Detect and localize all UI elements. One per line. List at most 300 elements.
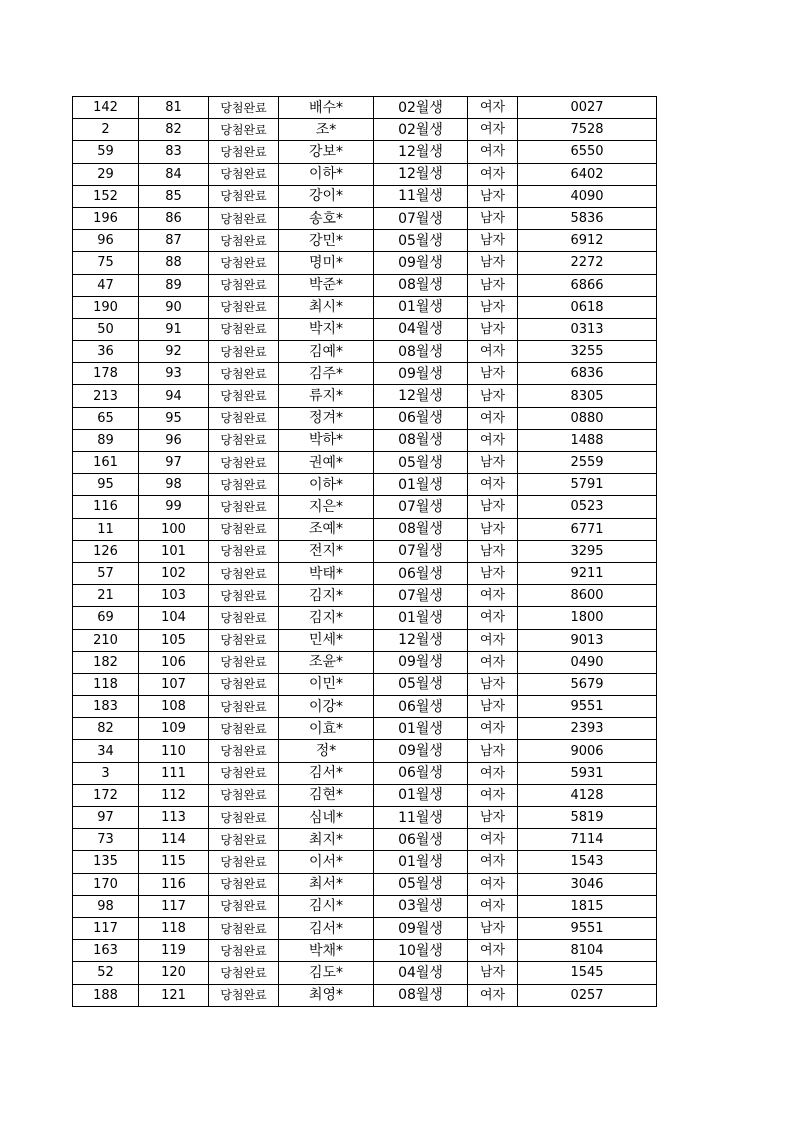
entry-id-cell: 116 bbox=[73, 496, 139, 518]
gender-cell: 남자 bbox=[468, 917, 518, 939]
birth-month-cell: 08월생 bbox=[374, 274, 468, 296]
table-row bbox=[73, 629, 657, 651]
code-cell: 1488 bbox=[518, 429, 657, 451]
table-row bbox=[73, 762, 657, 784]
draw-number-cell: 108 bbox=[139, 696, 209, 718]
code-cell: 0313 bbox=[518, 318, 657, 340]
entry-id-cell: 182 bbox=[73, 651, 139, 673]
gender-cell: 여자 bbox=[468, 607, 518, 629]
status-cell: 당첨완료 bbox=[209, 252, 279, 274]
status-cell: 당첨완료 bbox=[209, 962, 279, 984]
winner-table-body bbox=[73, 97, 657, 1007]
entry-id-cell: 11 bbox=[73, 518, 139, 540]
gender-cell: 남자 bbox=[468, 540, 518, 562]
entry-id-cell: 2 bbox=[73, 119, 139, 141]
draw-number-cell: 106 bbox=[139, 651, 209, 673]
gender-cell: 여자 bbox=[468, 873, 518, 895]
birth-month-cell: 04월생 bbox=[374, 318, 468, 340]
draw-number-cell: 90 bbox=[139, 296, 209, 318]
entry-id-cell: 3 bbox=[73, 762, 139, 784]
code-cell: 9211 bbox=[518, 562, 657, 584]
entry-id-cell: 34 bbox=[73, 740, 139, 762]
name-cell: 최시* bbox=[279, 296, 374, 318]
code-cell: 9013 bbox=[518, 629, 657, 651]
table-row bbox=[73, 917, 657, 939]
name-cell: 김예* bbox=[279, 341, 374, 363]
gender-cell: 남자 bbox=[468, 296, 518, 318]
table-row bbox=[73, 696, 657, 718]
status-cell: 당첨완료 bbox=[209, 474, 279, 496]
draw-number-cell: 120 bbox=[139, 962, 209, 984]
draw-number-cell: 105 bbox=[139, 629, 209, 651]
draw-number-cell: 98 bbox=[139, 474, 209, 496]
draw-number-cell: 110 bbox=[139, 740, 209, 762]
entry-id-cell: 163 bbox=[73, 940, 139, 962]
status-cell: 당첨완료 bbox=[209, 318, 279, 340]
draw-number-cell: 86 bbox=[139, 207, 209, 229]
draw-number-cell: 99 bbox=[139, 496, 209, 518]
table-row bbox=[73, 119, 657, 141]
code-cell: 0880 bbox=[518, 407, 657, 429]
code-cell: 5679 bbox=[518, 673, 657, 695]
draw-number-cell: 111 bbox=[139, 762, 209, 784]
status-cell: 당첨완료 bbox=[209, 341, 279, 363]
name-cell: 전지* bbox=[279, 540, 374, 562]
table-row bbox=[73, 97, 657, 119]
birth-month-cell: 04월생 bbox=[374, 962, 468, 984]
status-cell: 당첨완료 bbox=[209, 230, 279, 252]
draw-number-cell: 115 bbox=[139, 851, 209, 873]
birth-month-cell: 10월생 bbox=[374, 940, 468, 962]
name-cell: 배수* bbox=[279, 97, 374, 119]
name-cell: 최영* bbox=[279, 984, 374, 1006]
entry-id-cell: 21 bbox=[73, 585, 139, 607]
code-cell: 5819 bbox=[518, 807, 657, 829]
status-cell: 당첨완료 bbox=[209, 696, 279, 718]
table-row bbox=[73, 807, 657, 829]
draw-number-cell: 83 bbox=[139, 141, 209, 163]
table-row bbox=[73, 607, 657, 629]
draw-number-cell: 119 bbox=[139, 940, 209, 962]
code-cell: 9551 bbox=[518, 696, 657, 718]
entry-id-cell: 82 bbox=[73, 718, 139, 740]
gender-cell: 여자 bbox=[468, 163, 518, 185]
gender-cell: 여자 bbox=[468, 829, 518, 851]
status-cell: 당첨완료 bbox=[209, 718, 279, 740]
table-row bbox=[73, 363, 657, 385]
draw-number-cell: 89 bbox=[139, 274, 209, 296]
entry-id-cell: 73 bbox=[73, 829, 139, 851]
table-row bbox=[73, 940, 657, 962]
gender-cell: 여자 bbox=[468, 629, 518, 651]
birth-month-cell: 07월생 bbox=[374, 207, 468, 229]
status-cell: 당첨완료 bbox=[209, 274, 279, 296]
table-row bbox=[73, 585, 657, 607]
name-cell: 이강* bbox=[279, 696, 374, 718]
code-cell: 6402 bbox=[518, 163, 657, 185]
gender-cell: 남자 bbox=[468, 252, 518, 274]
gender-cell: 여자 bbox=[468, 762, 518, 784]
table-row bbox=[73, 851, 657, 873]
name-cell: 이민* bbox=[279, 673, 374, 695]
code-cell: 6912 bbox=[518, 230, 657, 252]
code-cell: 1543 bbox=[518, 851, 657, 873]
table-row bbox=[73, 895, 657, 917]
name-cell: 송호* bbox=[279, 207, 374, 229]
birth-month-cell: 05월생 bbox=[374, 673, 468, 695]
entry-id-cell: 95 bbox=[73, 474, 139, 496]
code-cell: 0490 bbox=[518, 651, 657, 673]
gender-cell: 남자 bbox=[468, 318, 518, 340]
draw-number-cell: 96 bbox=[139, 429, 209, 451]
status-cell: 당첨완료 bbox=[209, 97, 279, 119]
table-row bbox=[73, 829, 657, 851]
name-cell: 권예* bbox=[279, 452, 374, 474]
birth-month-cell: 01월생 bbox=[374, 607, 468, 629]
table-row bbox=[73, 341, 657, 363]
table-row bbox=[73, 207, 657, 229]
code-cell: 2272 bbox=[518, 252, 657, 274]
name-cell: 박준* bbox=[279, 274, 374, 296]
entry-id-cell: 161 bbox=[73, 452, 139, 474]
status-cell: 당첨완료 bbox=[209, 784, 279, 806]
gender-cell: 여자 bbox=[468, 119, 518, 141]
name-cell: 김지* bbox=[279, 607, 374, 629]
name-cell: 이하* bbox=[279, 474, 374, 496]
birth-month-cell: 11월생 bbox=[374, 807, 468, 829]
status-cell: 당첨완료 bbox=[209, 385, 279, 407]
gender-cell: 남자 bbox=[468, 807, 518, 829]
entry-id-cell: 65 bbox=[73, 407, 139, 429]
gender-cell: 남자 bbox=[468, 452, 518, 474]
table-row bbox=[73, 385, 657, 407]
name-cell: 김주* bbox=[279, 363, 374, 385]
entry-id-cell: 126 bbox=[73, 540, 139, 562]
birth-month-cell: 11월생 bbox=[374, 185, 468, 207]
table-row bbox=[73, 962, 657, 984]
entry-id-cell: 178 bbox=[73, 363, 139, 385]
table-row bbox=[73, 318, 657, 340]
draw-number-cell: 94 bbox=[139, 385, 209, 407]
code-cell: 0027 bbox=[518, 97, 657, 119]
name-cell: 명미* bbox=[279, 252, 374, 274]
entry-id-cell: 152 bbox=[73, 185, 139, 207]
code-cell: 8305 bbox=[518, 385, 657, 407]
table-row bbox=[73, 163, 657, 185]
birth-month-cell: 09월생 bbox=[374, 740, 468, 762]
draw-number-cell: 113 bbox=[139, 807, 209, 829]
status-cell: 당첨완료 bbox=[209, 829, 279, 851]
birth-month-cell: 06월생 bbox=[374, 407, 468, 429]
code-cell: 8600 bbox=[518, 585, 657, 607]
gender-cell: 여자 bbox=[468, 474, 518, 496]
entry-id-cell: 97 bbox=[73, 807, 139, 829]
draw-number-cell: 107 bbox=[139, 673, 209, 695]
gender-cell: 남자 bbox=[468, 496, 518, 518]
table-row bbox=[73, 518, 657, 540]
table-row bbox=[73, 984, 657, 1006]
draw-number-cell: 81 bbox=[139, 97, 209, 119]
entry-id-cell: 196 bbox=[73, 207, 139, 229]
code-cell: 2393 bbox=[518, 718, 657, 740]
name-cell: 심네* bbox=[279, 807, 374, 829]
name-cell: 류지* bbox=[279, 385, 374, 407]
birth-month-cell: 06월생 bbox=[374, 762, 468, 784]
status-cell: 당첨완료 bbox=[209, 851, 279, 873]
code-cell: 5791 bbox=[518, 474, 657, 496]
status-cell: 당첨완료 bbox=[209, 917, 279, 939]
name-cell: 박채* bbox=[279, 940, 374, 962]
code-cell: 1815 bbox=[518, 895, 657, 917]
entry-id-cell: 98 bbox=[73, 895, 139, 917]
code-cell: 3046 bbox=[518, 873, 657, 895]
winner-table bbox=[72, 96, 657, 1007]
entry-id-cell: 75 bbox=[73, 252, 139, 274]
status-cell: 당첨완료 bbox=[209, 673, 279, 695]
status-cell: 당첨완료 bbox=[209, 740, 279, 762]
entry-id-cell: 172 bbox=[73, 784, 139, 806]
gender-cell: 남자 bbox=[468, 185, 518, 207]
draw-number-cell: 117 bbox=[139, 895, 209, 917]
status-cell: 당첨완료 bbox=[209, 185, 279, 207]
name-cell: 정* bbox=[279, 740, 374, 762]
table-row bbox=[73, 784, 657, 806]
birth-month-cell: 07월생 bbox=[374, 496, 468, 518]
code-cell: 2559 bbox=[518, 452, 657, 474]
entry-id-cell: 210 bbox=[73, 629, 139, 651]
draw-number-cell: 92 bbox=[139, 341, 209, 363]
birth-month-cell: 02월생 bbox=[374, 97, 468, 119]
status-cell: 당첨완료 bbox=[209, 540, 279, 562]
name-cell: 민세* bbox=[279, 629, 374, 651]
name-cell: 박태* bbox=[279, 562, 374, 584]
table-row bbox=[73, 252, 657, 274]
code-cell: 6836 bbox=[518, 363, 657, 385]
draw-number-cell: 82 bbox=[139, 119, 209, 141]
name-cell: 김현* bbox=[279, 784, 374, 806]
entry-id-cell: 190 bbox=[73, 296, 139, 318]
table-row bbox=[73, 540, 657, 562]
draw-number-cell: 101 bbox=[139, 540, 209, 562]
code-cell: 0257 bbox=[518, 984, 657, 1006]
status-cell: 당첨완료 bbox=[209, 807, 279, 829]
code-cell: 1800 bbox=[518, 607, 657, 629]
gender-cell: 남자 bbox=[468, 562, 518, 584]
draw-number-cell: 88 bbox=[139, 252, 209, 274]
code-cell: 9551 bbox=[518, 917, 657, 939]
table-row bbox=[73, 562, 657, 584]
table-row bbox=[73, 141, 657, 163]
entry-id-cell: 36 bbox=[73, 341, 139, 363]
table-row bbox=[73, 651, 657, 673]
code-cell: 3295 bbox=[518, 540, 657, 562]
gender-cell: 남자 bbox=[468, 207, 518, 229]
birth-month-cell: 08월생 bbox=[374, 518, 468, 540]
entry-id-cell: 170 bbox=[73, 873, 139, 895]
status-cell: 당첨완료 bbox=[209, 873, 279, 895]
gender-cell: 남자 bbox=[468, 696, 518, 718]
birth-month-cell: 08월생 bbox=[374, 429, 468, 451]
draw-number-cell: 118 bbox=[139, 917, 209, 939]
entry-id-cell: 59 bbox=[73, 141, 139, 163]
status-cell: 당첨완료 bbox=[209, 895, 279, 917]
table-row bbox=[73, 407, 657, 429]
status-cell: 당첨완료 bbox=[209, 496, 279, 518]
status-cell: 당첨완료 bbox=[209, 629, 279, 651]
gender-cell: 여자 bbox=[468, 141, 518, 163]
entry-id-cell: 57 bbox=[73, 562, 139, 584]
name-cell: 이효* bbox=[279, 718, 374, 740]
entry-id-cell: 52 bbox=[73, 962, 139, 984]
birth-month-cell: 06월생 bbox=[374, 562, 468, 584]
draw-number-cell: 100 bbox=[139, 518, 209, 540]
birth-month-cell: 12월생 bbox=[374, 141, 468, 163]
name-cell: 김지* bbox=[279, 585, 374, 607]
code-cell: 6550 bbox=[518, 141, 657, 163]
name-cell: 김시* bbox=[279, 895, 374, 917]
code-cell: 9006 bbox=[518, 740, 657, 762]
status-cell: 당첨완료 bbox=[209, 518, 279, 540]
status-cell: 당첨완료 bbox=[209, 585, 279, 607]
table-row bbox=[73, 452, 657, 474]
birth-month-cell: 01월생 bbox=[374, 718, 468, 740]
table-row bbox=[73, 296, 657, 318]
draw-number-cell: 85 bbox=[139, 185, 209, 207]
code-cell: 3255 bbox=[518, 341, 657, 363]
birth-month-cell: 09월생 bbox=[374, 917, 468, 939]
birth-month-cell: 09월생 bbox=[374, 363, 468, 385]
gender-cell: 여자 bbox=[468, 718, 518, 740]
table-row bbox=[73, 496, 657, 518]
birth-month-cell: 12월생 bbox=[374, 629, 468, 651]
birth-month-cell: 12월생 bbox=[374, 385, 468, 407]
status-cell: 당첨완료 bbox=[209, 940, 279, 962]
entry-id-cell: 118 bbox=[73, 673, 139, 695]
entry-id-cell: 135 bbox=[73, 851, 139, 873]
code-cell: 1545 bbox=[518, 962, 657, 984]
entry-id-cell: 213 bbox=[73, 385, 139, 407]
code-cell: 4128 bbox=[518, 784, 657, 806]
birth-month-cell: 05월생 bbox=[374, 230, 468, 252]
status-cell: 당첨완료 bbox=[209, 562, 279, 584]
name-cell: 조예* bbox=[279, 518, 374, 540]
gender-cell: 여자 bbox=[468, 341, 518, 363]
table-row bbox=[73, 429, 657, 451]
gender-cell: 여자 bbox=[468, 407, 518, 429]
name-cell: 이서* bbox=[279, 851, 374, 873]
name-cell: 조윤* bbox=[279, 651, 374, 673]
gender-cell: 여자 bbox=[468, 851, 518, 873]
gender-cell: 남자 bbox=[468, 363, 518, 385]
status-cell: 당첨완료 bbox=[209, 141, 279, 163]
code-cell: 7528 bbox=[518, 119, 657, 141]
draw-number-cell: 95 bbox=[139, 407, 209, 429]
code-cell: 6771 bbox=[518, 518, 657, 540]
status-cell: 당첨완료 bbox=[209, 452, 279, 474]
entry-id-cell: 183 bbox=[73, 696, 139, 718]
status-cell: 당첨완료 bbox=[209, 363, 279, 385]
birth-month-cell: 02월생 bbox=[374, 119, 468, 141]
birth-month-cell: 06월생 bbox=[374, 829, 468, 851]
draw-number-cell: 97 bbox=[139, 452, 209, 474]
draw-number-cell: 87 bbox=[139, 230, 209, 252]
code-cell: 7114 bbox=[518, 829, 657, 851]
draw-number-cell: 114 bbox=[139, 829, 209, 851]
name-cell: 김서* bbox=[279, 762, 374, 784]
gender-cell: 여자 bbox=[468, 784, 518, 806]
entry-id-cell: 142 bbox=[73, 97, 139, 119]
code-cell: 0523 bbox=[518, 496, 657, 518]
entry-id-cell: 50 bbox=[73, 318, 139, 340]
name-cell: 정겨* bbox=[279, 407, 374, 429]
name-cell: 최지* bbox=[279, 829, 374, 851]
name-cell: 강민* bbox=[279, 230, 374, 252]
draw-number-cell: 91 bbox=[139, 318, 209, 340]
code-cell: 4090 bbox=[518, 185, 657, 207]
gender-cell: 여자 bbox=[468, 984, 518, 1006]
status-cell: 당첨완료 bbox=[209, 607, 279, 629]
table-row bbox=[73, 740, 657, 762]
table-row bbox=[73, 718, 657, 740]
table-row bbox=[73, 474, 657, 496]
status-cell: 당첨완료 bbox=[209, 651, 279, 673]
status-cell: 당첨완료 bbox=[209, 762, 279, 784]
birth-month-cell: 09월생 bbox=[374, 651, 468, 673]
birth-month-cell: 05월생 bbox=[374, 873, 468, 895]
birth-month-cell: 01월생 bbox=[374, 296, 468, 318]
table-row bbox=[73, 873, 657, 895]
code-cell: 6866 bbox=[518, 274, 657, 296]
birth-month-cell: 07월생 bbox=[374, 540, 468, 562]
birth-month-cell: 01월생 bbox=[374, 474, 468, 496]
draw-number-cell: 84 bbox=[139, 163, 209, 185]
birth-month-cell: 12월생 bbox=[374, 163, 468, 185]
table-row bbox=[73, 185, 657, 207]
gender-cell: 남자 bbox=[468, 673, 518, 695]
entry-id-cell: 29 bbox=[73, 163, 139, 185]
gender-cell: 남자 bbox=[468, 740, 518, 762]
table-row bbox=[73, 274, 657, 296]
draw-number-cell: 109 bbox=[139, 718, 209, 740]
gender-cell: 남자 bbox=[468, 962, 518, 984]
status-cell: 당첨완료 bbox=[209, 296, 279, 318]
birth-month-cell: 09월생 bbox=[374, 252, 468, 274]
name-cell: 최서* bbox=[279, 873, 374, 895]
gender-cell: 여자 bbox=[468, 429, 518, 451]
name-cell: 이하* bbox=[279, 163, 374, 185]
code-cell: 0618 bbox=[518, 296, 657, 318]
entry-id-cell: 188 bbox=[73, 984, 139, 1006]
code-cell: 8104 bbox=[518, 940, 657, 962]
birth-month-cell: 08월생 bbox=[374, 984, 468, 1006]
draw-number-cell: 102 bbox=[139, 562, 209, 584]
gender-cell: 여자 bbox=[468, 940, 518, 962]
birth-month-cell: 01월생 bbox=[374, 784, 468, 806]
name-cell: 박지* bbox=[279, 318, 374, 340]
entry-id-cell: 96 bbox=[73, 230, 139, 252]
name-cell: 박하* bbox=[279, 429, 374, 451]
birth-month-cell: 06월생 bbox=[374, 696, 468, 718]
birth-month-cell: 01월생 bbox=[374, 851, 468, 873]
name-cell: 지은* bbox=[279, 496, 374, 518]
entry-id-cell: 117 bbox=[73, 917, 139, 939]
status-cell: 당첨완료 bbox=[209, 984, 279, 1006]
birth-month-cell: 03월생 bbox=[374, 895, 468, 917]
draw-number-cell: 103 bbox=[139, 585, 209, 607]
name-cell: 김서* bbox=[279, 917, 374, 939]
gender-cell: 여자 bbox=[468, 651, 518, 673]
gender-cell: 남자 bbox=[468, 518, 518, 540]
